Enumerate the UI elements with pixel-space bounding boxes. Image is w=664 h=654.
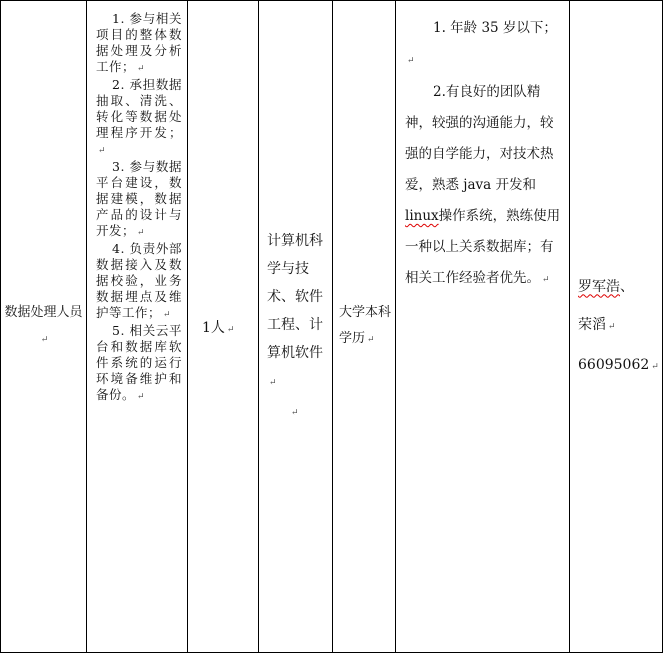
headcount-cell — [188, 1, 259, 653]
duty-item-2: 2. 承担数据抽取、清洗、转化等数据处理程序开发；↵ — [96, 77, 182, 156]
requirement-1: 1. 年龄 35 岁以下；↵ — [407, 20, 557, 66]
contact-name-1: 罗军浩 — [578, 278, 620, 295]
education-value: 大学本科学历 — [339, 305, 392, 346]
contact-cell — [570, 1, 663, 653]
duty-item-4: 4. 负责外部数据接入及数据校验，业务数据埋点及维护等工作； ↵ — [96, 241, 182, 320]
paragraph-mark-icon: ↵ — [651, 361, 659, 372]
education-cell — [333, 1, 396, 653]
paragraph-mark-icon: ↵ — [269, 377, 277, 388]
headcount-value: 1人 — [202, 319, 225, 336]
duty-item-1: 1. 参与相关项目的整体数据处理及分析工作； ↵ — [96, 11, 182, 74]
requirement-2: 2.有良好的团队精神，较强的沟通能力，较强的自学能力，对技术热爱，熟悉 java 开发和linux操作系统，熟练使用一种以上关系数据库；有相关工作经验者优先。 ↵ — [405, 84, 561, 286]
paragraph-mark-icon: ↵ — [137, 64, 146, 74]
paragraph-mark-icon: ↵ — [137, 392, 146, 402]
paragraph-mark-icon: ↵ — [40, 335, 49, 345]
table-row — [1, 1, 663, 653]
position-name: 数据处理人员 — [4, 305, 83, 320]
duty-item-5: 5. 相关云平台和数据库软件系统的运行环境备维护和备份。 ↵ — [96, 323, 182, 402]
paragraph-mark-icon: ↵ — [542, 275, 550, 285]
paragraph-mark-icon: ↵ — [367, 335, 375, 345]
empty-paragraph — [267, 397, 332, 427]
requirements-cell — [396, 1, 570, 653]
paragraph-mark-icon: ↵ — [291, 407, 299, 418]
paragraph-mark-icon: ↵ — [608, 321, 616, 332]
paragraph-mark-icon: ↵ — [226, 324, 235, 335]
contact-separator: 、 — [620, 278, 634, 295]
contact-phone: 66095062 — [578, 356, 650, 373]
paragraph-mark-icon: ↵ — [98, 146, 107, 156]
major-value: 计算机科学与技术、软件工程、计算机软件 — [267, 232, 323, 361]
duty-item-3: 3. 参与数据平台建设，数据建模，数据产品的设计与开发； ↵ — [96, 159, 182, 238]
linux-word: linux — [405, 208, 439, 224]
paragraph-mark-icon: ↵ — [407, 56, 415, 66]
duties-cell — [87, 1, 188, 653]
major-cell — [259, 1, 333, 653]
paragraph-mark-icon: ↵ — [163, 310, 172, 320]
paragraph-mark-icon: ↵ — [137, 228, 146, 238]
contact-name-2: 荣滔 — [578, 316, 606, 333]
position-cell — [1, 1, 87, 653]
